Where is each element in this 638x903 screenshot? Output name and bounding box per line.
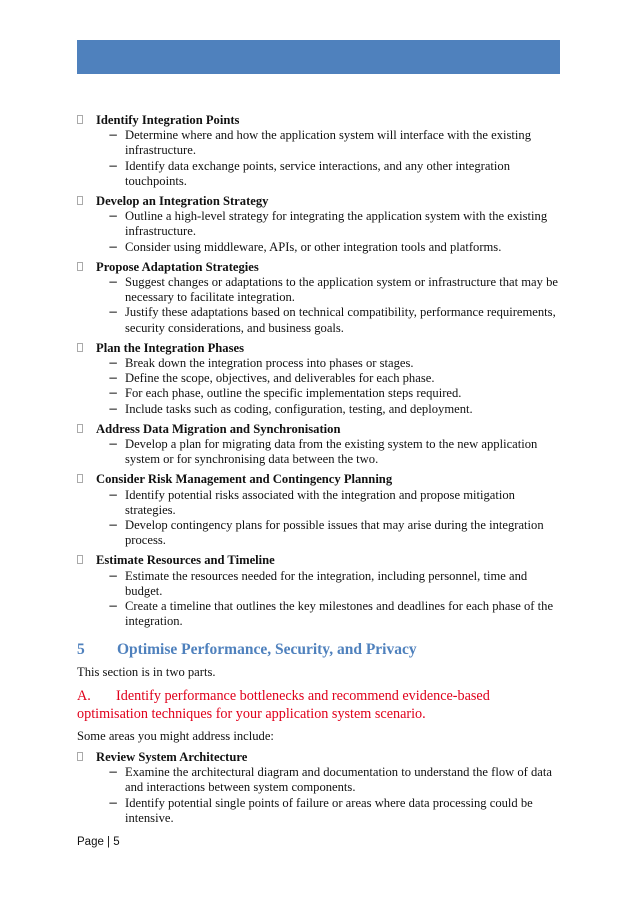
areas-intro: Some areas you might address include:	[77, 728, 274, 743]
item-title: Propose Adaptation Strategies	[96, 259, 259, 274]
sub-item	[77, 599, 563, 629]
item-title: Address Data Migration and Synchronisation	[96, 421, 341, 436]
sub-item	[77, 356, 563, 371]
item-heading	[77, 750, 563, 765]
bullet-box-icon	[77, 115, 83, 124]
dash-bullet-icon: −	[108, 518, 119, 533]
sub-item-text: Identify potential risks associated with the integration and propose mitigation strategies.	[125, 487, 515, 517]
dash-bullet-icon: −	[108, 386, 119, 401]
sub-item	[77, 209, 563, 239]
sub-item-text: Include tasks such as coding, configuration, testing, and deployment.	[125, 401, 473, 416]
item-title: Plan the Integration Phases	[96, 340, 244, 355]
bullet-box-icon	[77, 752, 83, 761]
dash-bullet-icon: −	[108, 275, 119, 290]
dash-bullet-icon: −	[108, 599, 119, 614]
dash-bullet-icon: −	[108, 158, 119, 173]
item-title: Identify Integration Points	[96, 113, 240, 127]
part-a-letter: A.	[77, 687, 91, 704]
dash-bullet-icon: −	[108, 209, 119, 224]
section-title: Optimise Performance, Security, and Privacy	[117, 640, 417, 658]
sub-item-text: Identify data exchange points, service interactions, and any other integration touchpoints.	[125, 158, 511, 188]
dash-bullet-icon: −	[108, 305, 119, 320]
sub-item	[77, 402, 563, 417]
sub-item-text: Examine the architectural diagram and documentation to understand the flow of data and interactions between system components.	[125, 765, 552, 795]
sub-item	[77, 796, 563, 826]
part-a-text: Identify performance bottlenecks and recommend evidence-based optimisation techniques for your application system scenario.	[77, 687, 490, 722]
sub-item-text: Develop contingency plans for possible issues that may arise during the integration process.	[125, 518, 544, 548]
section-number: 5	[77, 640, 85, 658]
sub-item	[77, 765, 563, 795]
sub-item	[77, 371, 563, 386]
list-item	[77, 750, 563, 826]
sub-item-text: Define the scope, objectives, and deliverables for each phase.	[125, 371, 435, 386]
sub-item	[77, 437, 563, 467]
sub-item-text: Create a timeline that outlines the key milestones and deadlines for each phase of the integration.	[125, 599, 554, 629]
header-bar	[77, 40, 560, 74]
sub-item	[77, 488, 563, 518]
sub-item-text: For each phase, outline the specific implementation steps required.	[125, 386, 462, 401]
bullet-box-icon	[77, 474, 83, 483]
sub-item-text: Suggest changes or adaptations to the application system or infrastructure that may be necessary to facilitate integration.	[125, 275, 558, 305]
list-item	[77, 260, 563, 336]
bullet-box-icon	[77, 262, 83, 271]
page-content	[77, 113, 563, 831]
item-heading	[77, 341, 563, 356]
sub-item	[77, 128, 563, 158]
sub-item-text: Estimate the resources needed for the integration, including personnel, time and budget.	[125, 568, 528, 598]
item-heading	[77, 422, 563, 437]
item-heading	[77, 260, 563, 275]
dash-bullet-icon: −	[108, 795, 119, 810]
list-item	[77, 341, 563, 417]
list-item	[77, 422, 563, 468]
list-item	[77, 194, 563, 255]
sub-item-text: Outline a high-level strategy for integrating the application system with the existing infrastructure.	[125, 209, 548, 239]
dash-bullet-icon: −	[108, 356, 119, 371]
page-footer: Page | 5	[77, 836, 120, 848]
sub-item	[77, 159, 563, 189]
list-item	[77, 553, 563, 629]
sub-item	[77, 569, 563, 599]
item-title: Consider Risk Management and Contingency Planning	[96, 472, 393, 487]
bullet-box-icon	[77, 424, 83, 433]
sub-item-text: Identify potential single points of failure or areas where data processing could be intensive.	[125, 795, 533, 825]
sub-item	[77, 518, 563, 548]
optimisation-list	[77, 750, 563, 826]
sub-item	[77, 305, 563, 335]
sub-item	[77, 275, 563, 305]
sub-item-text: Consider using middleware, APIs, or other integration tools and platforms.	[125, 239, 502, 254]
item-title: Develop an Integration Strategy	[96, 194, 269, 209]
dash-bullet-icon: −	[108, 437, 119, 452]
item-heading	[77, 553, 563, 568]
section-intro: This section is in two parts.	[77, 664, 216, 679]
list-item	[77, 472, 563, 548]
item-title: Estimate Resources and Timeline	[96, 553, 275, 568]
bullet-box-icon	[77, 343, 83, 352]
sub-item	[77, 386, 563, 401]
item-heading	[77, 194, 563, 209]
dash-bullet-icon: −	[108, 239, 119, 254]
section-heading	[77, 640, 563, 660]
dash-bullet-icon: −	[108, 371, 119, 386]
dash-bullet-icon: −	[108, 401, 119, 416]
bullet-box-icon	[77, 196, 83, 205]
sub-item-text: Justify these adaptations based on technical compatibility, performance requirements, security considerations, and business goals.	[125, 305, 556, 335]
bullet-box-icon	[77, 555, 83, 564]
part-a-heading	[77, 687, 563, 723]
sub-item-text: Break down the integration process into phases or stages.	[125, 356, 414, 371]
dash-bullet-icon: −	[108, 765, 119, 780]
integration-list	[77, 113, 563, 630]
sub-item	[77, 240, 563, 255]
list-item	[77, 113, 563, 189]
item-heading	[77, 472, 563, 487]
sub-item-text: Determine where and how the application system will interface with the existing infrastructure.	[125, 128, 532, 158]
sub-item-text: Develop a plan for migrating data from the existing system to the new application system or for synchronising data between the two.	[125, 437, 538, 467]
item-title: Review System Architecture	[96, 749, 248, 764]
dash-bullet-icon: −	[108, 568, 119, 583]
dash-bullet-icon: −	[108, 128, 119, 143]
dash-bullet-icon: −	[108, 487, 119, 502]
item-heading	[77, 113, 563, 128]
